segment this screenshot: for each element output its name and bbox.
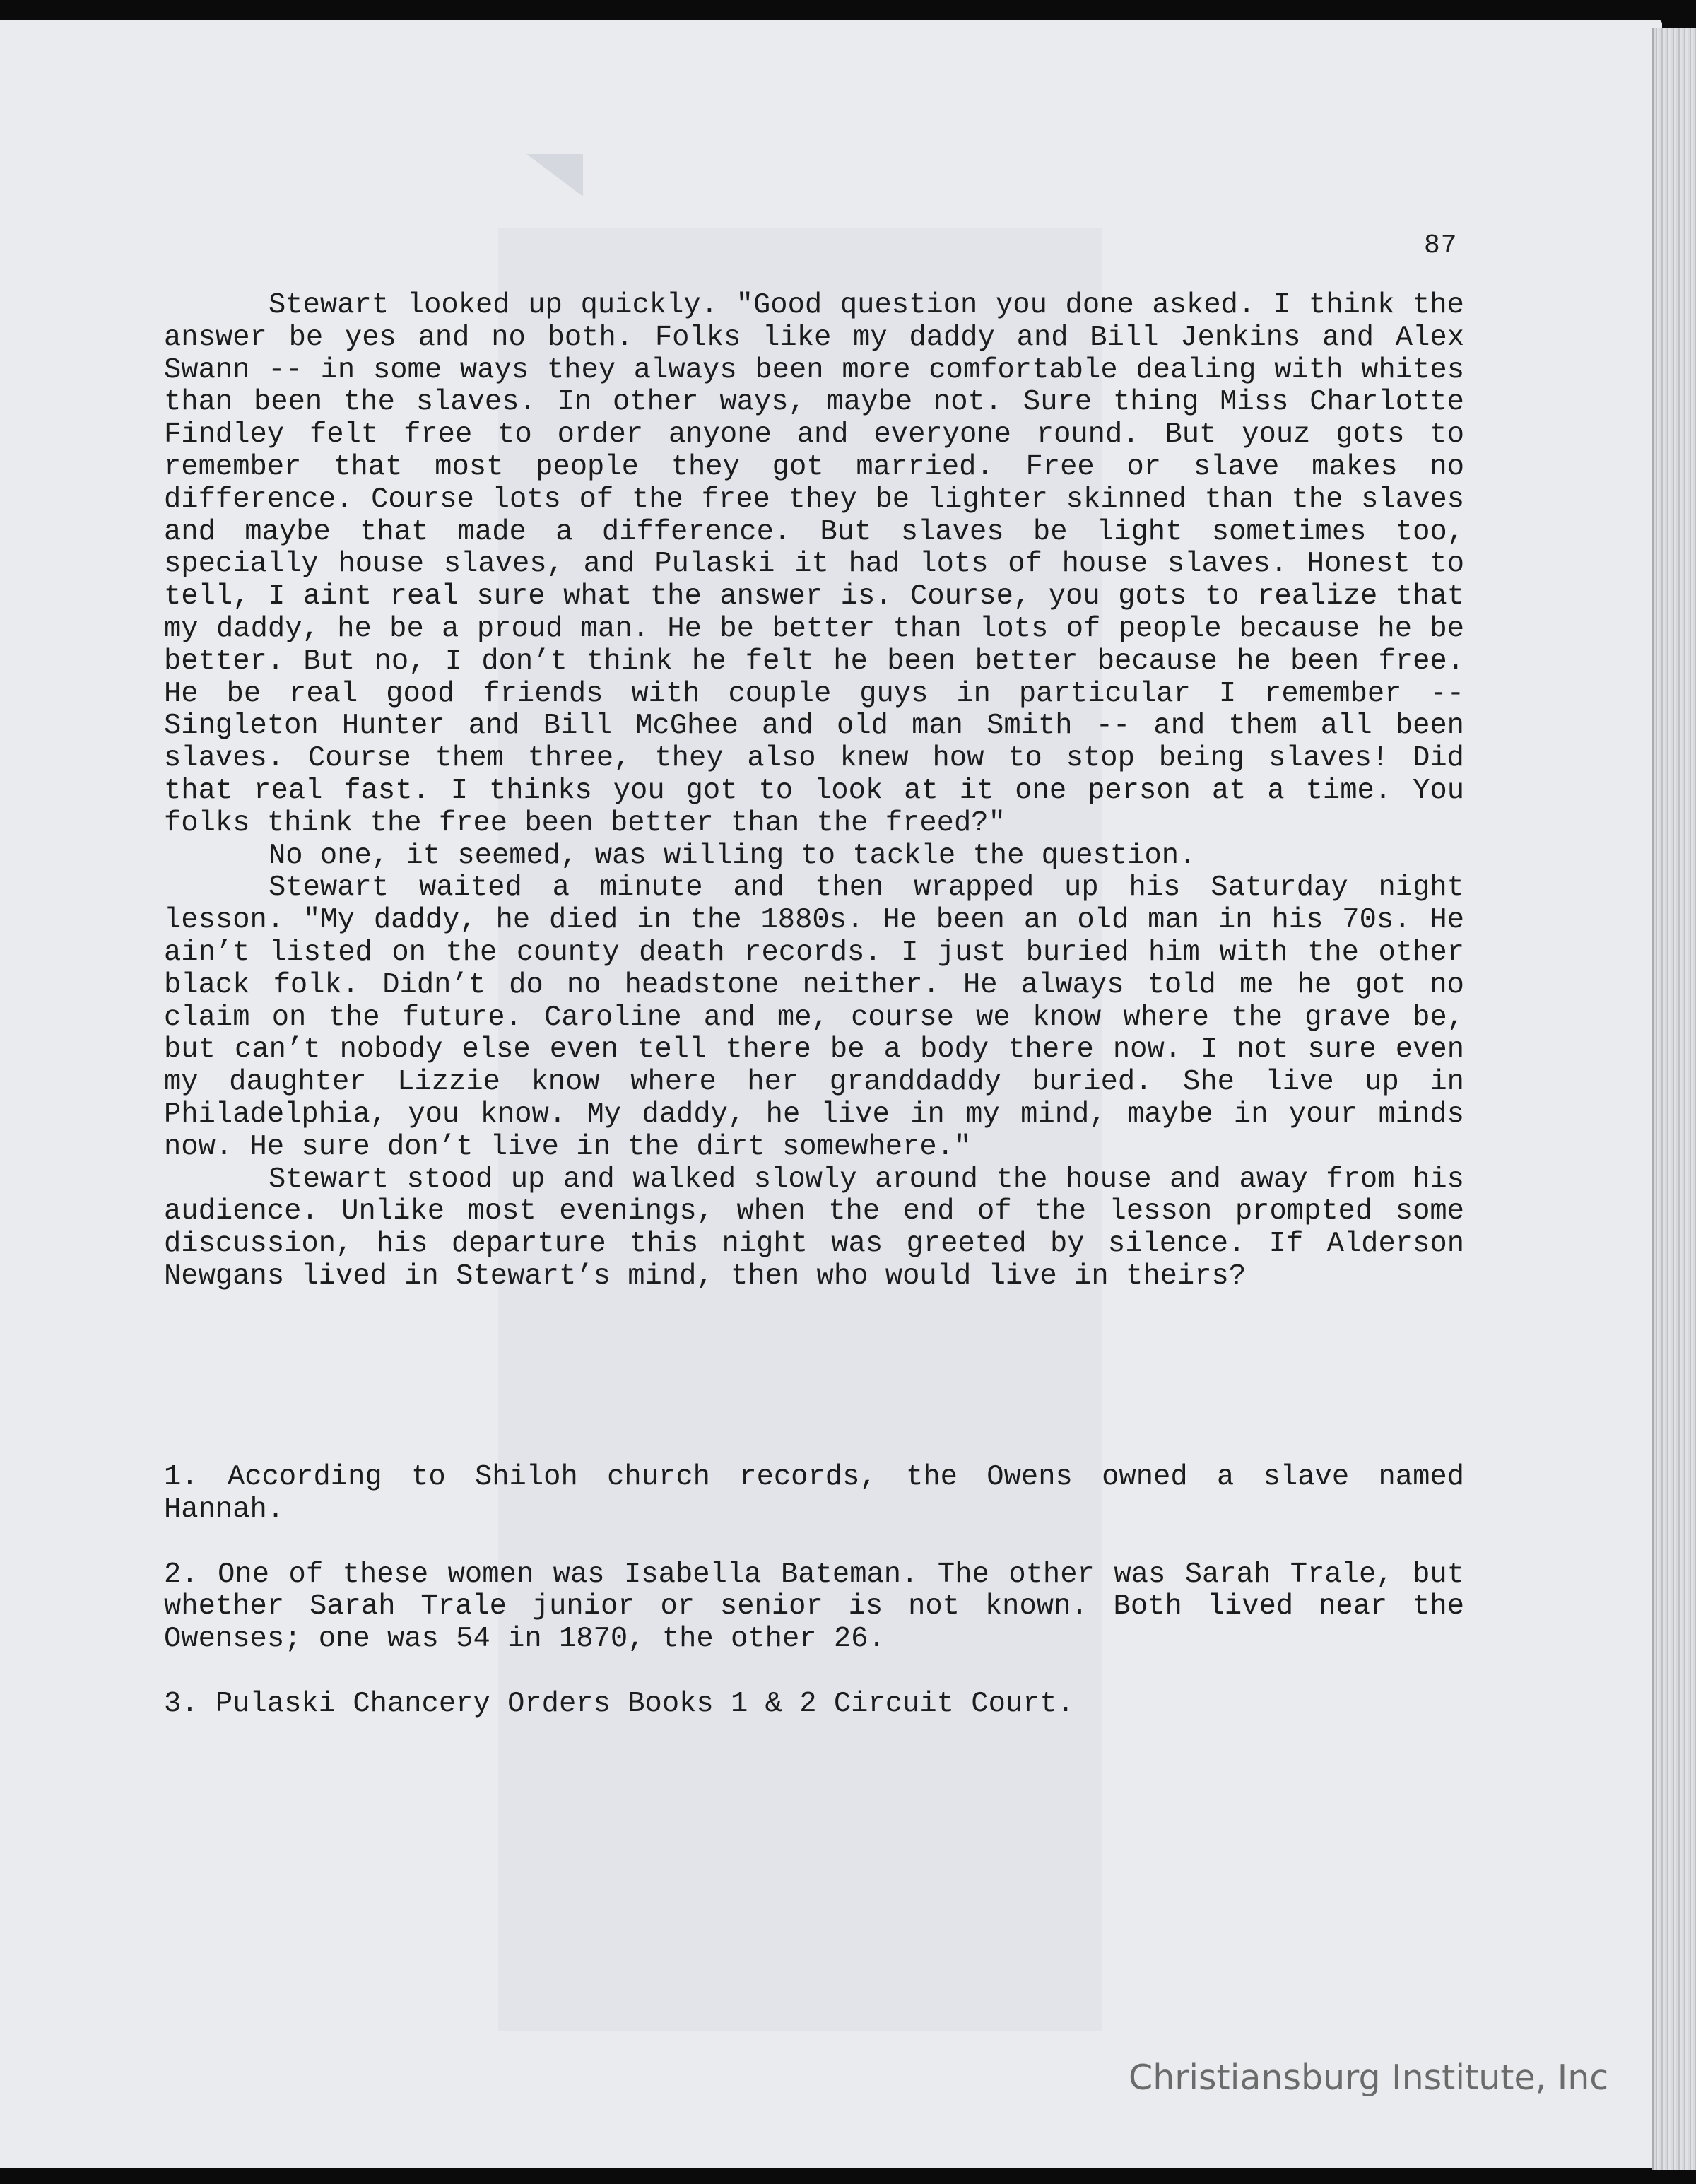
bleed-through-mark: [526, 154, 583, 196]
endnote: 2. One of these women was Isabella Bateman. The other was Sarah Trale, but whether Sarah Trale junior or senior is not known. Both lived near the Owenses; one was 54 in 1870, the other 26.: [164, 1558, 1464, 1656]
paragraph: No one, it seemed, was willing to tackle the question.: [269, 839, 1196, 872]
endnote: 1. According to Shiloh church records, the Owens owned a slave named Hannah.: [164, 1461, 1464, 1526]
paragraph: Stewart stood up and walked slowly around the house and away from his audience. Unlike most evenings, when the end of the lesson prompted some discussion, his departure this night was greeted by silence. If Alderson Newgans lived in Stewart’s mind, then who would live in theirs?: [164, 1163, 1464, 1293]
page-number: 87: [1424, 230, 1458, 261]
endnote: 3. Pulaski Chancery Orders Books 1 & 2 Circuit Court.: [164, 1687, 1075, 1720]
page-stack-edge: [1652, 28, 1696, 2170]
endnotes: [164, 1462, 1464, 1754]
paragraph: Stewart looked up quickly. "Good question you done asked. I think the answer be yes and no both. Folks like my daddy and Bill Jenkins and Alex Swann -- in some ways they always been more comfortable dealing with whites than been the slaves. In other ways, maybe not. Sure thing Miss Charlotte Findley felt free to order anyone and everyone round. But youz gots to remember that most people they got married. Free or slave makes no difference. Course lots of the free they be lighter skinned than the slaves and maybe that made a difference. But slaves be light sometimes too, specially house slaves, and Pulaski it had lots of house slaves. Honest to tell, I aint real sure what the answer is. Course, you gots to realize that my daddy, he be a proud man. He be better than lots of people because he be better. But no, I don’t think he felt he been better because he been free. He be real good friends with couple guys in particular I remember -- Singleton Hunter and Bill McGhee and old man Smith -- and them all been slaves. Course them three, they also knew how to stop being slaves! Did that real fast. I thinks you got to look at it one person at a time. You folks think the free been better than the freed?": [164, 289, 1464, 840]
paragraph: Stewart waited a minute and then wrapped up his Saturday night lesson. "My daddy, he died in the 1880s. He been an old man in his 70s. He ain’t listed on the county death records. I just buried him with the other black folk. Didn’t do no headstone neither. He always told me he got no claim on the future. Caroline and me, course we know where the grave be, but can’t nobody else even tell there be a body there now. I not sure even my daughter Lizzie know where her granddaddy buried. She live up in Philadelphia, you know. My daddy, he live in my mind, maybe in your minds now. He sure don’t live in the dirt somewhere.": [164, 871, 1464, 1163]
body-text: [164, 290, 1464, 1293]
document-page: [0, 20, 1662, 2168]
watermark: Christiansburg Institute, Inc: [1129, 2057, 1609, 2098]
